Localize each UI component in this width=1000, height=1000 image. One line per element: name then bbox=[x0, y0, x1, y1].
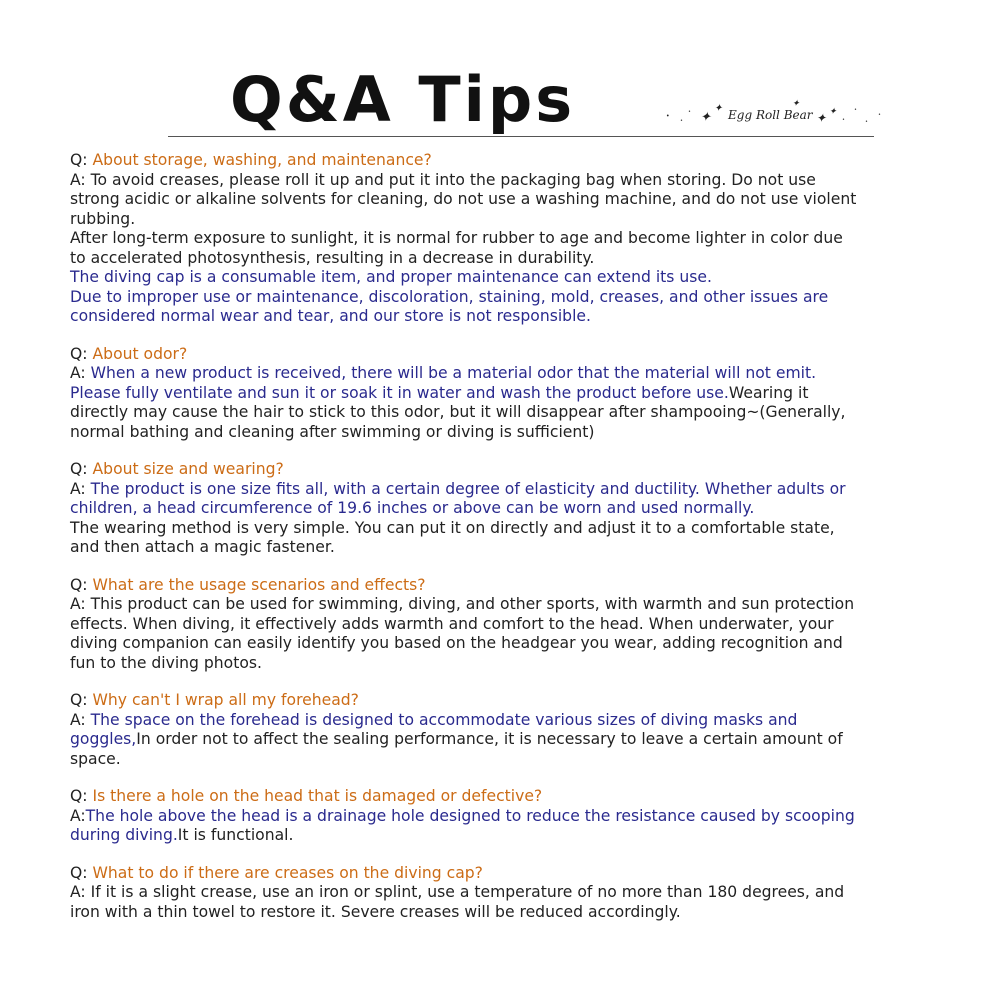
answer-line bbox=[70, 883, 950, 903]
answer-text: A: bbox=[70, 170, 91, 189]
answer-text: A: bbox=[70, 479, 91, 498]
answer-text: A: bbox=[70, 806, 86, 825]
answer-text: Due to improper use or maintenance, discoloration, staining, mold, creases, and other issues are bbox=[70, 287, 829, 306]
answer-line bbox=[70, 807, 950, 827]
header-divider bbox=[168, 136, 874, 137]
qa-item bbox=[70, 864, 950, 923]
answer-line bbox=[70, 190, 950, 210]
dot-icon: • bbox=[842, 117, 845, 123]
qa-item bbox=[70, 787, 950, 846]
sparkle-icon: ✦ bbox=[714, 103, 723, 114]
answer-line bbox=[70, 384, 950, 404]
answer-text: and then attach a magic fastener. bbox=[70, 538, 335, 556]
answer-text: Please fully ventilate and sun it or soak it in water and wash the product before use. bbox=[70, 383, 729, 402]
answer-text: If it is a slight crease, use an iron or splint, use a temperature of no more than 180 degrees, and bbox=[90, 883, 845, 901]
qa-item bbox=[70, 151, 950, 327]
brand-signature bbox=[662, 100, 886, 130]
dot-icon: • bbox=[865, 119, 868, 125]
dot-icon: • bbox=[854, 107, 857, 113]
qa-item bbox=[70, 576, 950, 674]
question-prefix: Q: bbox=[70, 691, 93, 709]
answer-line bbox=[70, 288, 950, 308]
answer-line bbox=[70, 364, 950, 384]
brand-name: Egg Roll Bear bbox=[728, 108, 813, 122]
qa-item bbox=[70, 460, 950, 558]
question-prefix: Q: bbox=[70, 787, 93, 805]
question-prefix: Q: bbox=[70, 460, 93, 478]
answer-text: strong acidic or alkaline solvents for cleaning, do not use a washing machine, and do not use violent bbox=[70, 190, 857, 208]
answer-line bbox=[70, 171, 950, 191]
answer-text: To avoid creases, please roll it up and put it into the packaging bag when storing. Do not use bbox=[90, 170, 816, 189]
question-line bbox=[70, 151, 950, 171]
answer-line bbox=[70, 595, 950, 615]
answer-line bbox=[70, 750, 950, 770]
answer-text: The product is one size fits all, with a certain degree of elasticity and ductility. Whether adults or bbox=[90, 479, 846, 498]
answer-line bbox=[70, 268, 950, 288]
answer-line bbox=[70, 423, 950, 443]
answer-text: It is functional. bbox=[177, 826, 294, 844]
answer-line bbox=[70, 730, 950, 750]
answer-line bbox=[70, 519, 950, 539]
answer-line bbox=[70, 826, 950, 846]
answer-text: A: bbox=[70, 364, 91, 382]
answer-line bbox=[70, 210, 950, 230]
question-prefix: Q: bbox=[70, 863, 93, 882]
question-prefix: Q: bbox=[70, 575, 93, 594]
question-prefix: Q: bbox=[70, 344, 93, 363]
dot-icon: • bbox=[878, 112, 881, 118]
answer-line bbox=[70, 307, 950, 327]
answer-text: effects. When diving, it effectively adds warmth and comfort to the head. When underwater, your bbox=[70, 614, 834, 633]
sparkle-icon: ✦ bbox=[816, 111, 827, 125]
answer-line bbox=[70, 654, 950, 674]
qa-item bbox=[70, 345, 950, 443]
question-line bbox=[70, 864, 950, 884]
answer-line bbox=[70, 403, 950, 423]
answer-line bbox=[70, 249, 950, 269]
answer-text: When a new product is received, there will be a material odor that the material will not emit. bbox=[90, 364, 817, 382]
answer-text: diving companion can easily identify you based on the headgear you wear, adding recognition and bbox=[70, 634, 843, 652]
question-text: What to do if there are creases on the diving cap? bbox=[92, 863, 483, 882]
answer-text: This product can be used for swimming, diving, and other sports, with warmth and sun protection bbox=[90, 595, 855, 613]
question-text: Is there a hole on the head that is damaged or defective? bbox=[92, 787, 543, 805]
answer-line bbox=[70, 903, 950, 923]
answer-text: to accelerated photosynthesis, resulting in a decrease in durability. bbox=[70, 248, 595, 267]
answer-text: A: bbox=[70, 710, 91, 729]
answer-line bbox=[70, 615, 950, 635]
page-title: Q&A Tips bbox=[230, 63, 576, 136]
question-text: About storage, washing, and maintenance? bbox=[92, 151, 432, 169]
question-text: About size and wearing? bbox=[92, 460, 284, 478]
answer-text: space. bbox=[70, 749, 121, 768]
page-header bbox=[0, 0, 1000, 140]
dot-icon: • bbox=[666, 113, 670, 120]
question-line bbox=[70, 691, 950, 711]
answer-text: A: bbox=[70, 595, 91, 613]
sparkle-icon: ✦ bbox=[829, 107, 837, 117]
answer-text: considered normal wear and tear, and our store is not responsible. bbox=[70, 307, 591, 325]
answer-text: during diving. bbox=[70, 826, 178, 844]
answer-text: Wearing it bbox=[728, 383, 809, 402]
answer-text: iron with a thin towel to restore it. Severe creases will be reduced accordingly. bbox=[70, 902, 681, 921]
answer-line bbox=[70, 538, 950, 558]
question-prefix: Q: bbox=[70, 151, 93, 169]
question-line bbox=[70, 345, 950, 365]
dot-icon: • bbox=[688, 109, 691, 115]
question-text: What are the usage scenarios and effects? bbox=[92, 575, 426, 594]
answer-line bbox=[70, 480, 950, 500]
answer-line bbox=[70, 499, 950, 519]
sparkle-icon: ✦ bbox=[700, 110, 711, 125]
sparkle-icon: ✦ bbox=[792, 99, 800, 109]
answer-text: The space on the forehead is designed to accommodate various sizes of diving masks and bbox=[90, 710, 798, 729]
question-text: Why can't I wrap all my forehead? bbox=[92, 691, 359, 709]
question-text: About odor? bbox=[92, 344, 188, 363]
question-line bbox=[70, 460, 950, 480]
answer-text: A: bbox=[70, 883, 91, 901]
answer-text: The diving cap is a consumable item, and proper maintenance can extend its use. bbox=[70, 268, 712, 286]
answer-text: normal bathing and cleaning after swimming or diving is sufficient) bbox=[70, 422, 595, 441]
answer-text: children, a head circumference of 19.6 inches or above can be worn and used normally. bbox=[70, 499, 755, 517]
qa-list bbox=[70, 151, 950, 940]
answer-text: The wearing method is very simple. You can put it on directly and adjust it to a comfortable state, bbox=[70, 518, 835, 537]
question-line bbox=[70, 576, 950, 596]
qa-item bbox=[70, 691, 950, 769]
answer-line bbox=[70, 711, 950, 731]
answer-text: fun to the diving photos. bbox=[70, 653, 262, 672]
answer-line bbox=[70, 634, 950, 654]
answer-text: In order not to affect the sealing performance, it is necessary to leave a certain amount of bbox=[136, 730, 843, 748]
answer-text: rubbing. bbox=[70, 209, 136, 228]
answer-line bbox=[70, 229, 950, 249]
answer-text: After long-term exposure to sunlight, it is normal for rubber to age and become lighter in color due bbox=[70, 229, 843, 247]
answer-text: The hole above the head is a drainage hole designed to reduce the resistance caused by scooping bbox=[85, 806, 855, 825]
answer-text: goggles, bbox=[70, 730, 137, 748]
question-line bbox=[70, 787, 950, 807]
dot-icon: • bbox=[680, 118, 683, 124]
answer-text: directly may cause the hair to stick to this odor, but it will disappear after shampooing~(Generally, bbox=[70, 403, 846, 421]
